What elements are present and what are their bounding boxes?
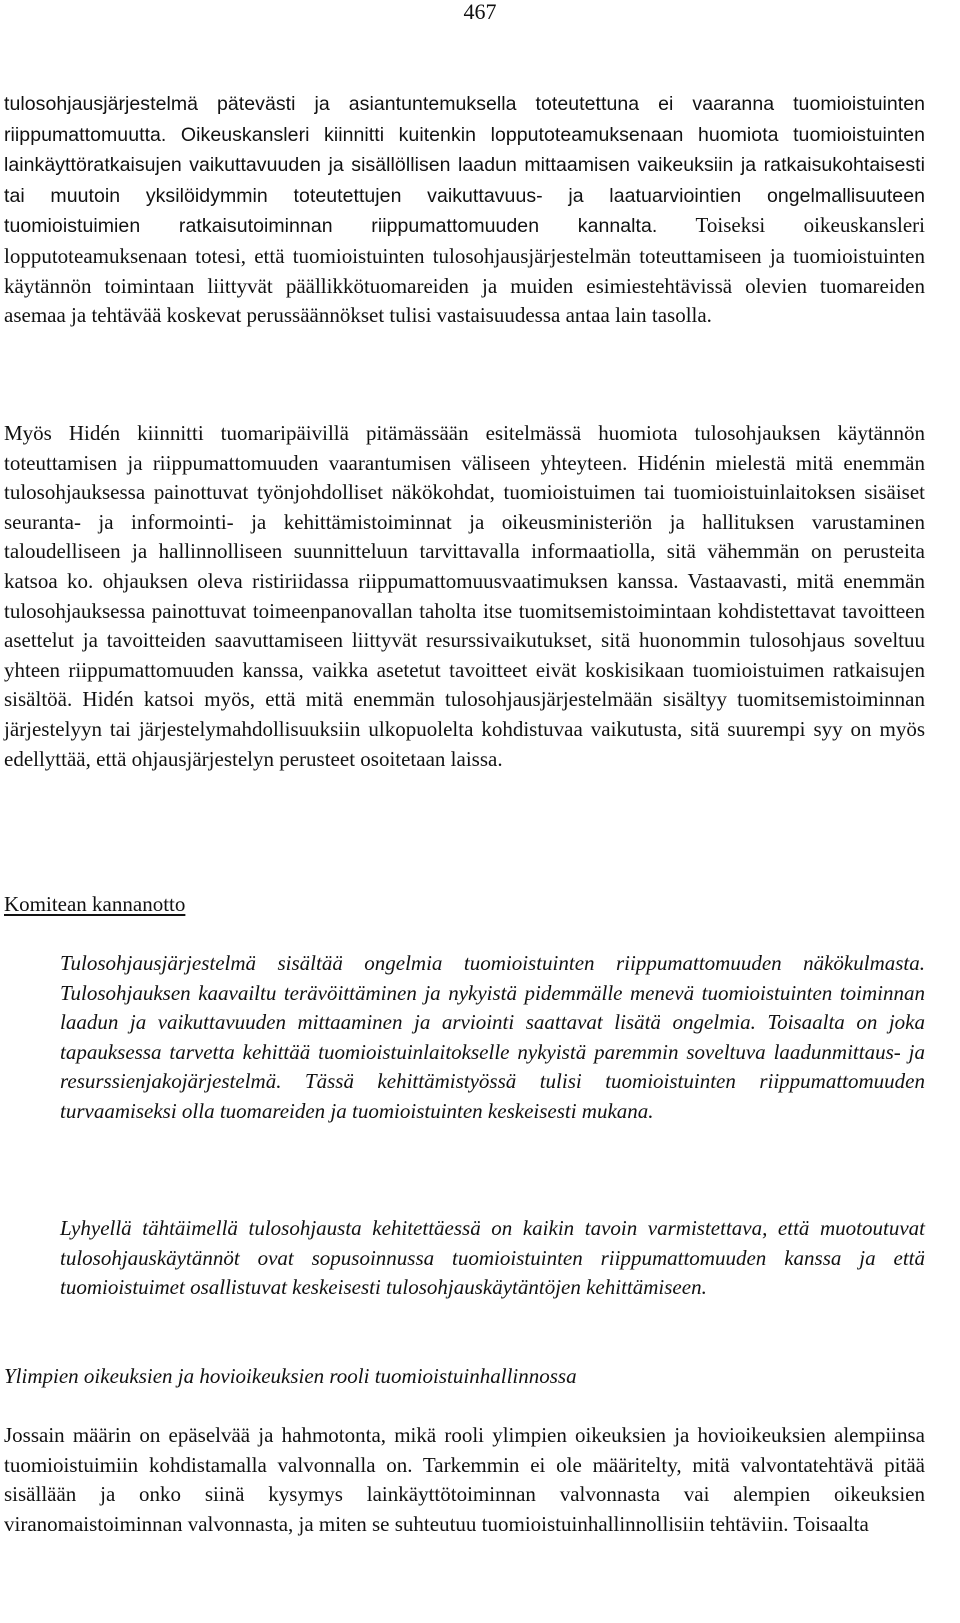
page-number: 467 [463, 0, 497, 24]
heading-committee-position: Komitean kannanotto [4, 892, 186, 916]
paragraph-chancellor-findings [4, 89, 925, 331]
paragraph-hiden-lecture: Myös Hidén kiinnitti tuomaripäivillä pitämässään esitelmässä huomiota tulosohjauksen käytännön toteuttamisen ja riippumattomuuden vaarantumisen väliseen yhteyteen. Hidénin mielestä mitä enemmän tulosohjauksessa painottuvat työnjohdolliset näkökohdat, tuomioistuimen tai tuomioistuinlaitoksen sisäiset seuranta- ja informointi- ja kehittämistoiminnat ja oikeusministeriön ja hallituksen varustaminen taloudelliseen ja hallinnolliseen suunnitteluun tarvittavalla informaatiolla, sitä vähemmän on perusteita katsoa ko. ohjauksen oleva ristiriidassa riippumattomuusvaatimuksen kanssa. Vastaavasti, mitä enemmän tulosohjauksessa painottuvat toimeenpanovallan taholta itse tuomitsemistoimintaan kohdistettavat tavoitteen asettelut ja tavoitteiden saavuttamiseen liittyvät resurssivaikutukset, sitä huonommin tulosohjaus soveltuu yhteen riippumattomuuden kanssa, vaikka asetetut tavoitteet eivät koskisikaan tuomioistuimen ratkaisujen sisältöä. Hidén katsoi myös, että mitä enemmän tulosohjausjärjestelmään sisältyy tuomitsemistoiminnan järjestelyyn tai järjestelymahdollisuuksiin ulkopuolelta kohdistuvaa vaikutusta, sitä suurempi syy on myös edellyttää, että ohjausjärjestelyn perusteet osoitetaan laissa. [4, 421, 925, 771]
committee-statement-2: Lyhyellä tähtäimellä tulosohjausta kehitettäessä on kaikin tavoin varmistettava, että muotoutuvat tulosohjauskäytännöt ovat sopusoinnussa tuomioistuinten riippumattomuuden kanssa ja että tuomioistuimet osallistuvat keskeisesti tulosohjauskäytäntöjen kehittämiseen. [60, 1216, 925, 1300]
paragraph-chancellor-findings-sans-part: tulosohjausjärjestelmä pätevästi ja asiantuntemuksella toteutettuna ei vaaranna tuomioistuinten riippumattomuutta. Oikeuskansleri kiinnitti kuitenkin lopputoteamuksenaan huomiota tuomioistuinten lainkäyttöratkaisujen vaikuttavuuden ja sisällöllisen laadun mittaamisen vaikeuksiin ja ratkaisukohtaisesti tai muutoin yksilöidymmin toteutettujen vaikuttavuus- ja laatuarviointien ongelmallisuuteen tuomioistuimien ratkaisutoiminnan riippumattomuuden kannalta. [4, 93, 925, 238]
paragraph-supervision-role: Jossain määrin on epäselvää ja hahmotonta, mikä rooli ylimpien oikeuksien ja hovioikeuksien alempiinsa tuomioistuimiin kohdistamalla valvonnalla on. Tarkemmin ei ole määritelty, mitä valvontatehtävä pitää sisällään ja onko siinä kysymys lainkäyttötoiminnan valvonnasta vai alempien oikeuksien viranomaistoiminnan valvonnasta, ja miten se suhteutuu tuomioistuinhallinnollisiin tehtäviin. Toisaalta [4, 1423, 925, 1536]
heading-supreme-courts-role: Ylimpien oikeuksien ja hovioikeuksien rooli tuomioistuinhallinnossa [4, 1364, 577, 1388]
committee-statement-1: Tulosohjausjärjestelmä sisältää ongelmia tuomioistuinten riippumattomuuden näkökulmasta. Tulosohjauksen kaavailtu terävöittäminen ja nykyistä pidemmälle menevä tuomioistuinten toiminnan laadun ja vaikuttavuuden mittaaminen ja arviointi saattavat lisätä ongelmia. Toisaalta on joka tapauksessa tarvetta kehittää tuomioistuinlaitokselle nykyistä paremmin soveltuva laadunmittaus- ja resurssienjakojärjestelmä. Tässä kehittämistyössä tulisi tuomioistuinten riippumattomuuden turvaamiseksi olla tuomareiden ja tuomioistuinten keskeisesti mukana. [60, 951, 925, 1123]
paragraph-chancellor-findings-serif-part: Toiseksi oikeuskansleri lopputoteamuksenaan totesi, että tuomioistuinten tulosohjausjärjestelmän toteuttamiseen ja tuomioistuinten käytännön toimintaan liittyvät päällikkötuomareiden ja muiden esimiestehtävissä olevien tuomareiden asemaa ja tehtävää koskevat perussäännökset tulisi vastaisuudessa antaa lain tasolla. [4, 213, 925, 328]
